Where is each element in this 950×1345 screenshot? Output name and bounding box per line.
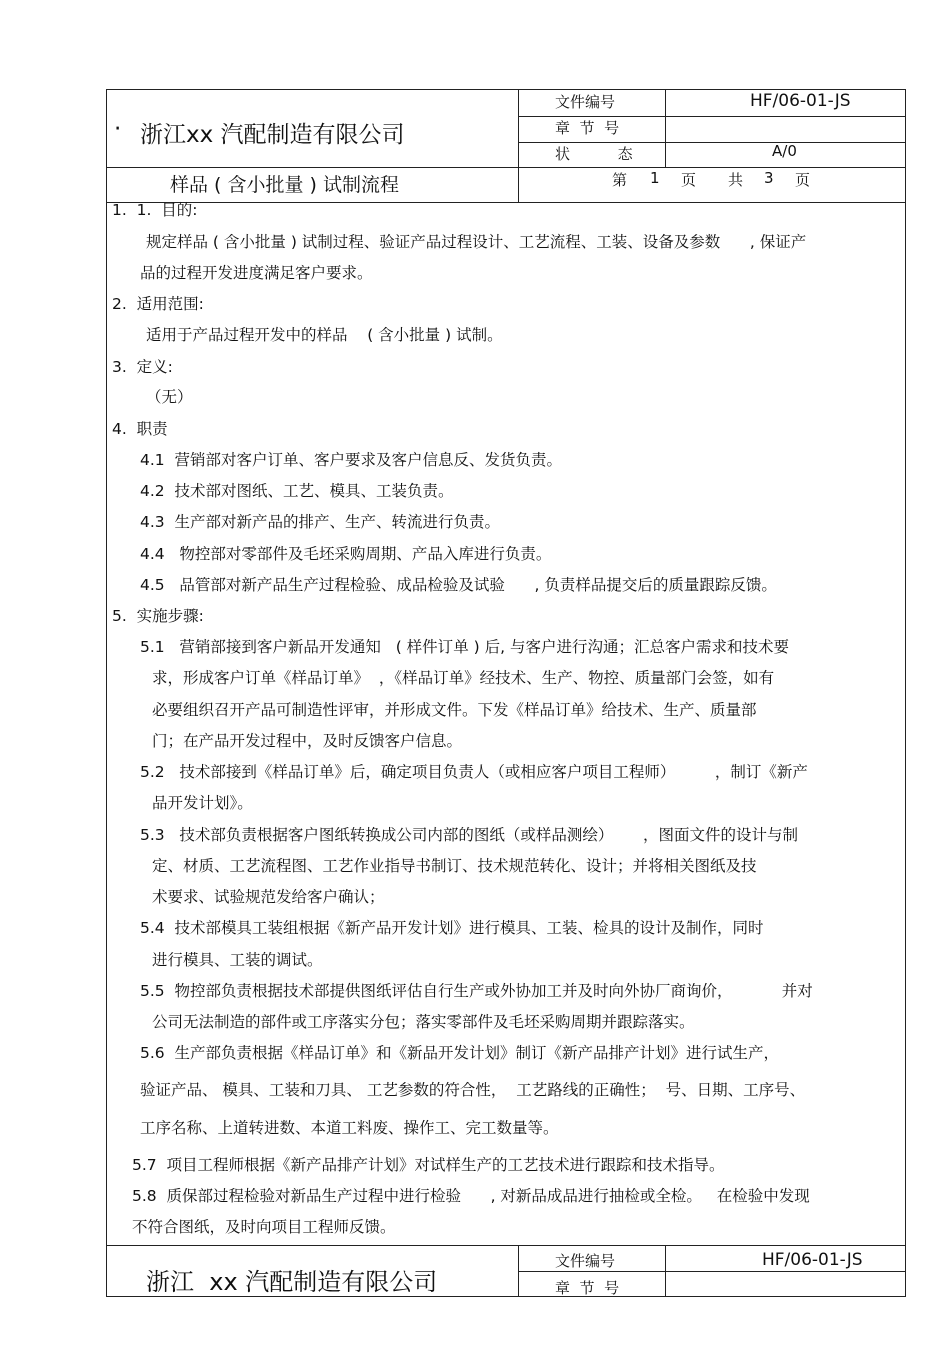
footer-company-name: 浙江 xx 汽配制造有限公司 [146, 1268, 438, 1296]
footer-section-number-label: 章 节 号 [555, 1279, 620, 1297]
body-line: 工序名称、上道转进数、本道工料废、操作工、完工数量等。 [140, 1119, 559, 1137]
header-column-divider [665, 89, 666, 167]
status-value: A/0 [772, 142, 797, 160]
body-line: 品开发计划》。 [152, 794, 253, 812]
body-line: 适用于产品过程开发中的样品 ( 含小批量 ) 试制。 [146, 326, 503, 344]
page-label-di: 第 [612, 171, 628, 189]
body-line: 公司无法制造的部件或工序落实分包；落实零部件及毛坯采购周期并跟踪落实。 [152, 1013, 695, 1031]
footer-doc-number-label: 文件编号 [555, 1252, 616, 1270]
body-line: 5.2 技术部接到《样品订单》后，确定项目负责人（或相应客户项目工程师） ，制订《新产 [140, 763, 808, 781]
footer-column-divider [518, 1245, 519, 1297]
section-heading: 2. 适用范围: [112, 295, 204, 313]
body-line: 定、材质、工艺流程图、工艺作业指导书制订、技术规范转化、设计；并将相关图纸及技 [152, 857, 757, 875]
body-line: 求，形成客户订单《样品订单》 ，《样品订单》经技术、生产、物控、质量部门会签，如有 [152, 669, 775, 687]
doc-number-label: 文件编号 [555, 93, 616, 111]
body-line: 4.4 物控部对零部件及毛坯采购周期、产品入库进行负责。 [140, 545, 552, 563]
section-heading: 3. 定义: [112, 358, 173, 376]
body-line: 5.7 项目工程师根据《新产品排产计划》对试样生产的工艺技术进行跟踪和技术指导。 [132, 1156, 725, 1174]
section-heading: 1. 1. 目的: [112, 201, 198, 219]
header-column-divider [518, 89, 519, 202]
body-line: 门；在产品开发过程中，及时反馈客户信息。 [152, 732, 463, 750]
body-line: 不符合图纸，及时向项目工程师反馈。 [132, 1218, 396, 1236]
page-number: 1 [650, 169, 660, 187]
footer-divider [518, 1271, 906, 1272]
page-label-gong: 共 [728, 171, 744, 189]
body-line: 5.6 生产部负责根据《样品订单》和《新品开发计划》制订《新产品排产计划》进行试生产， [140, 1044, 780, 1062]
body-line: （无） [146, 388, 193, 406]
body-line: 必要组织召开产品可制造性评审，并形成文件。下发《样品订单》给技术、生产、质量部 [152, 701, 757, 719]
body-line: 进行模具、工装的调试。 [152, 951, 323, 969]
section-heading: 5. 实施步骤: [112, 607, 204, 625]
company-name: 浙江xx 汽配制造有限公司 [140, 122, 405, 148]
body-line: 品的过程开发进度满足客户要求。 [140, 264, 373, 282]
section-heading: 4. 职责 [112, 420, 168, 438]
body-line: 术要求、试验规范发给客户确认； [152, 888, 385, 906]
section-number-label: 章 节 号 [555, 119, 620, 137]
body-line: 5.4 技术部模具工装组根据《新产品开发计划》进行模具、工装、检具的设计及制作，同时 [140, 919, 764, 937]
body-line: 5.3 技术部负责根据客户图纸转换成公司内部的图纸（或样品测绘） ，图面文件的设计与制 [140, 826, 798, 844]
body-line: 规定样品 ( 含小批量 ) 试制过程、验证产品过程设计、工艺流程、工装、设备及参数 , 保证产 [146, 233, 807, 251]
body-line: 5.5 物控部负责根据技术部提供图纸评估自行生产或外协加工并及时向外协厂商询价， 并对 [140, 982, 813, 1000]
page-label-ye2: 页 [795, 171, 811, 189]
body-line: 4.2 技术部对图纸、工艺、模具、工装负责。 [140, 482, 454, 500]
header-divider [106, 167, 906, 168]
body-line: 5.8 质保部过程检验对新品生产过程中进行检验 , 对新品成品进行抽检或全检。 在检验中发现 [132, 1187, 810, 1205]
body-line: 4.5 品管部对新产品生产过程检验、成品检验及试验 , 负责样品提交后的质量跟踪反馈。 [140, 576, 777, 594]
body-line: 5.1 营销部接到客户新品开发通知 ( 样件订单 ) 后, 与客户进行沟通；汇总客户需求和技术要 [140, 638, 789, 656]
footer-top-rule [106, 1245, 906, 1246]
body-line: 4.3 生产部对新产品的排产、生产、转流进行负责。 [140, 513, 501, 531]
bullet-mark: · [114, 116, 122, 142]
body-line: 4.1 营销部对客户订单、客户要求及客户信息反、发货负责。 [140, 451, 563, 469]
header-bottom-rule [106, 202, 906, 203]
document-title: 样品 ( 含小批量 ) 试制流程 [170, 174, 399, 196]
body-line: 验证产品、 模具、工装和刀具、 工艺参数的符合性， 工艺路线的正确性； 号、日期、工序号、 [140, 1081, 806, 1099]
footer-column-divider [665, 1245, 666, 1297]
doc-number-value: HF/06-01-JS [750, 91, 851, 111]
status-label: 状 态 [555, 145, 633, 163]
page-label-ye: 页 [681, 171, 697, 189]
footer-doc-number-value: HF/06-01-JS [762, 1250, 863, 1270]
page-total: 3 [764, 169, 774, 187]
